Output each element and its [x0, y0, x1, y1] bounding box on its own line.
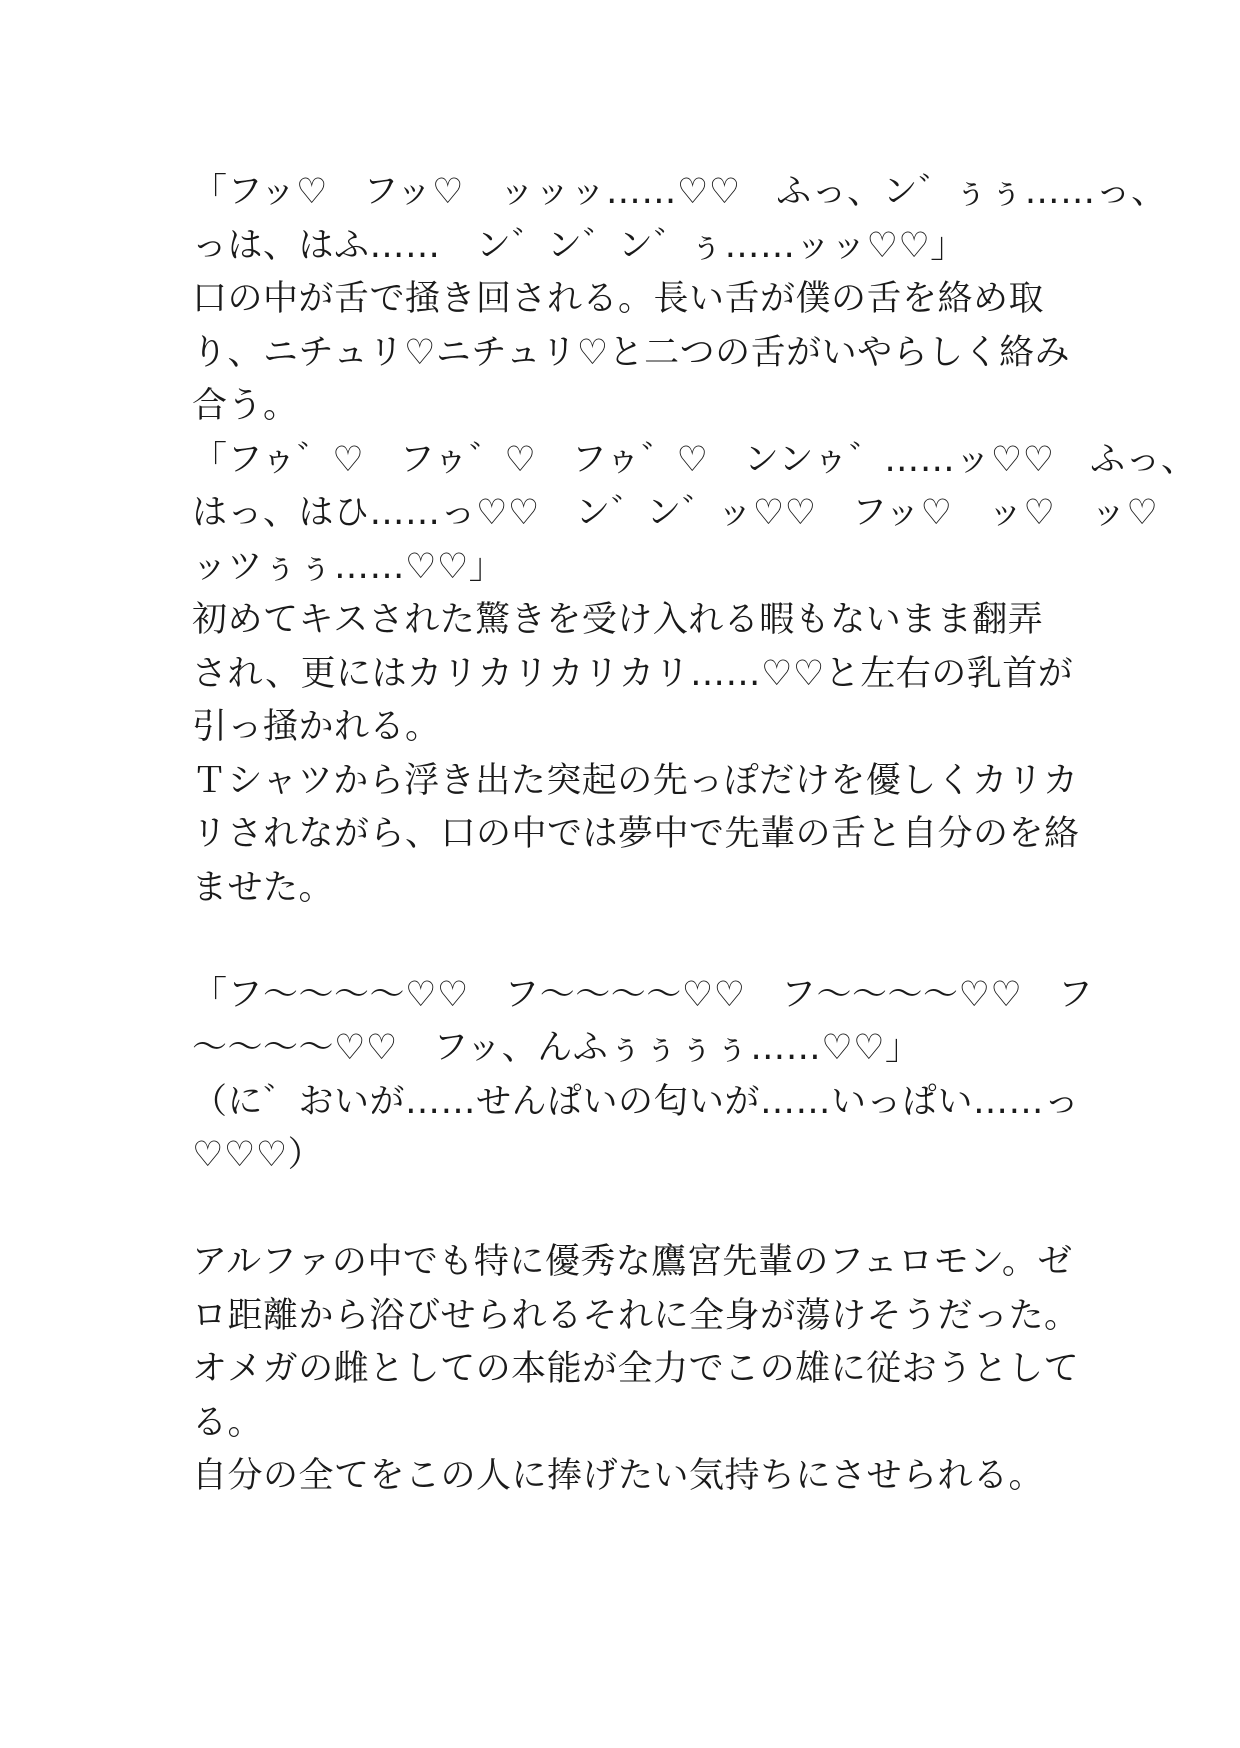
blank-line: [192, 1183, 1072, 1237]
text-line: 口の中が舌で掻き回される。長い舌が僕の舌を絡め取: [192, 279, 1045, 319]
text-line: ッツぅぅ……♡♡」: [192, 546, 505, 587]
text-line: はっ、はひ……っ♡♡ ン゛ン゛ッ♡♡ フッ♡ ッ♡ ッ♡: [192, 493, 1159, 533]
text-line: （に゛おいが……せんぱいの匂いが……いっぱい……っ: [192, 1081, 1080, 1122]
text-line: 自分の全てをこの人に捧げたい気持ちにさせられる。: [192, 1456, 1045, 1496]
text-line: ロ距離から浴びせられるそれに全身が蕩けそうだった。: [192, 1295, 1080, 1336]
blank-line: [192, 915, 1072, 969]
text-line: る。: [192, 1402, 264, 1443]
novel-text-body: [192, 166, 1197, 1504]
text-line: 引っ掻かれる。: [192, 707, 441, 747]
text-line: 「フッ♡ フッ♡ ッッッ……♡♡ ふっ、ン゛ぅぅ……っ、: [192, 172, 1167, 212]
text-line: ませた。: [192, 867, 335, 908]
text-line: され、更にはカリカリカリカリ……♡♡と左右の乳首が: [192, 653, 1074, 694]
text-line: 合う。: [192, 386, 299, 426]
text-line: ♡♡♡）: [192, 1135, 324, 1175]
text-line: オメガの雌としての本能が全力でこの雄に従おうとして: [192, 1349, 1080, 1389]
text-line: アルファの中でも特に優秀な鷹宮先輩のフェロモン。ゼ: [192, 1242, 1073, 1282]
text-line: 「フゥ゛♡ フゥ゛♡ フゥ゛♡ ンンゥ゛……ッ♡♡ ふっ、: [192, 439, 1197, 480]
text-line: 初めてキスされた驚きを受け入れる暇もないまま翻弄: [192, 600, 1044, 640]
text-line: 〜〜〜〜♡♡ フッ、んふぅぅぅぅ……♡♡」: [192, 1028, 921, 1068]
text-line: っは、はふ…… ン゛ン゛ン゛ぅ……ッッ♡♡」: [192, 225, 966, 266]
text-line: り、ニチュリ♡ニチュリ♡と二つの舌がいやらしく絡み: [192, 332, 1071, 373]
text-line: Ｔシャツから浮き出た突起の先っぽだけを優しくカリカ: [192, 760, 1079, 801]
text-line: 「フ〜〜〜〜♡♡ フ〜〜〜〜♡♡ フ〜〜〜〜♡♡ フ: [192, 974, 1094, 1015]
text-line: リされながら、口の中では夢中で先輩の舌と自分のを絡: [192, 814, 1080, 854]
